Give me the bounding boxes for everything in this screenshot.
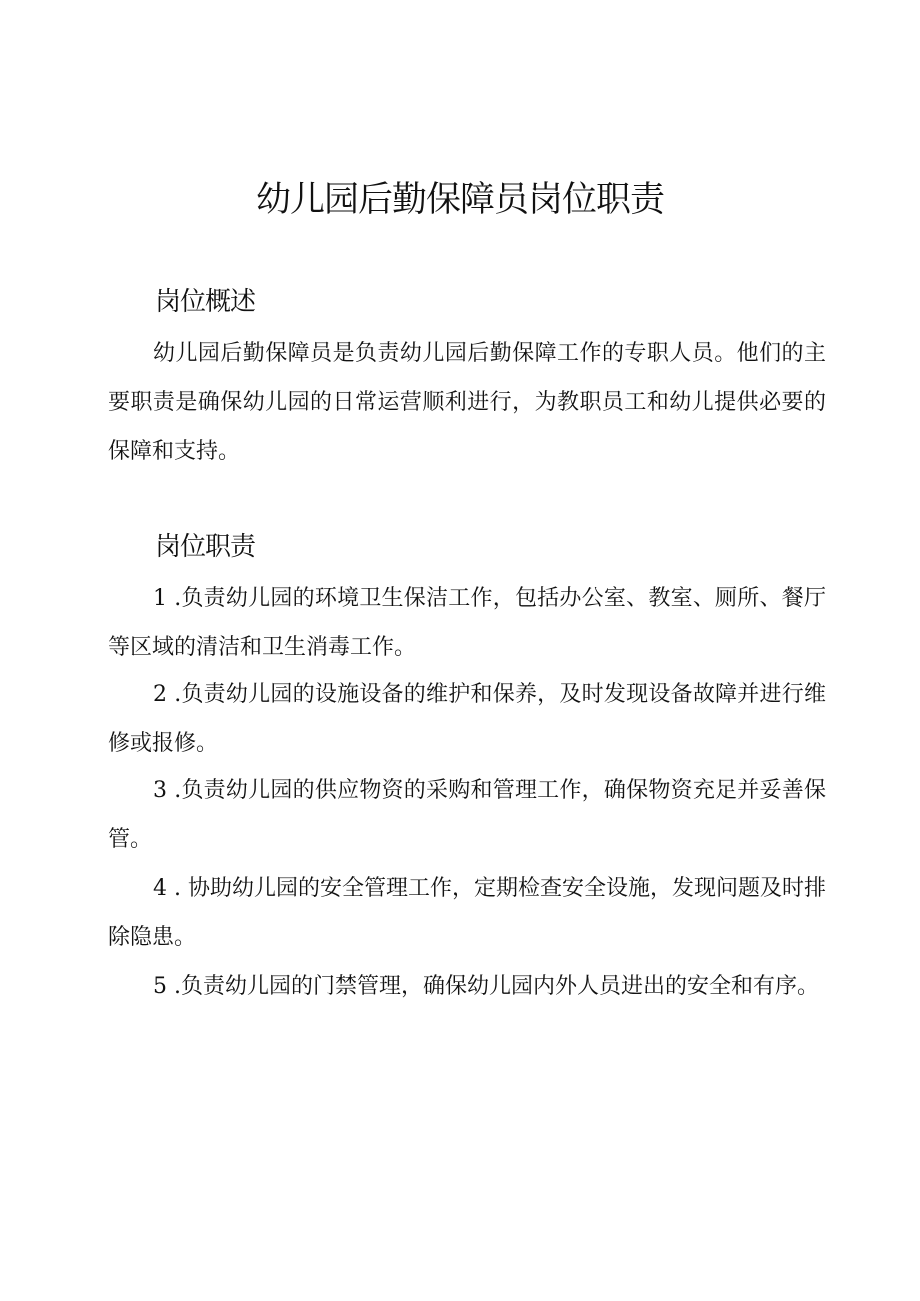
- section-heading-overview: 岗位概述: [155, 287, 256, 317]
- duty-item-3: 3 .负责幼儿园的供应物资的采购和管理工作，确保物资充足并妥善保管。: [108, 778, 826, 852]
- duty-item-1: 1 .负责幼儿园的环境卫生保洁工作，包括办公室、教室、厕所、餐厅等区域的清洁和卫生消毒工作。: [108, 586, 826, 660]
- document-title: 幼儿园后勤保障员岗位职责: [255, 180, 664, 220]
- duty-item-5: 5 .负责幼儿园的门禁管理，确保幼儿园内外人员进出的安全和有序。: [153, 974, 819, 999]
- duty-item-2: 2 .负责幼儿园的设施设备的维护和保养，及时发现设备故障并进行维修或报修。: [108, 682, 826, 756]
- overview-paragraph: 幼儿园后勤保障员是负责幼儿园后勤保障工作的专职人员。他们的主要职责是确保幼儿园的日常运营顺利进行，为教职员工和幼儿提供必要的保障和支持。: [108, 341, 826, 464]
- section-heading-duties: 岗位职责: [155, 532, 256, 562]
- duty-item-4: 4 . 协助幼儿园的安全管理工作，定期检查安全设施，发现问题及时排除隐患。: [108, 876, 826, 950]
